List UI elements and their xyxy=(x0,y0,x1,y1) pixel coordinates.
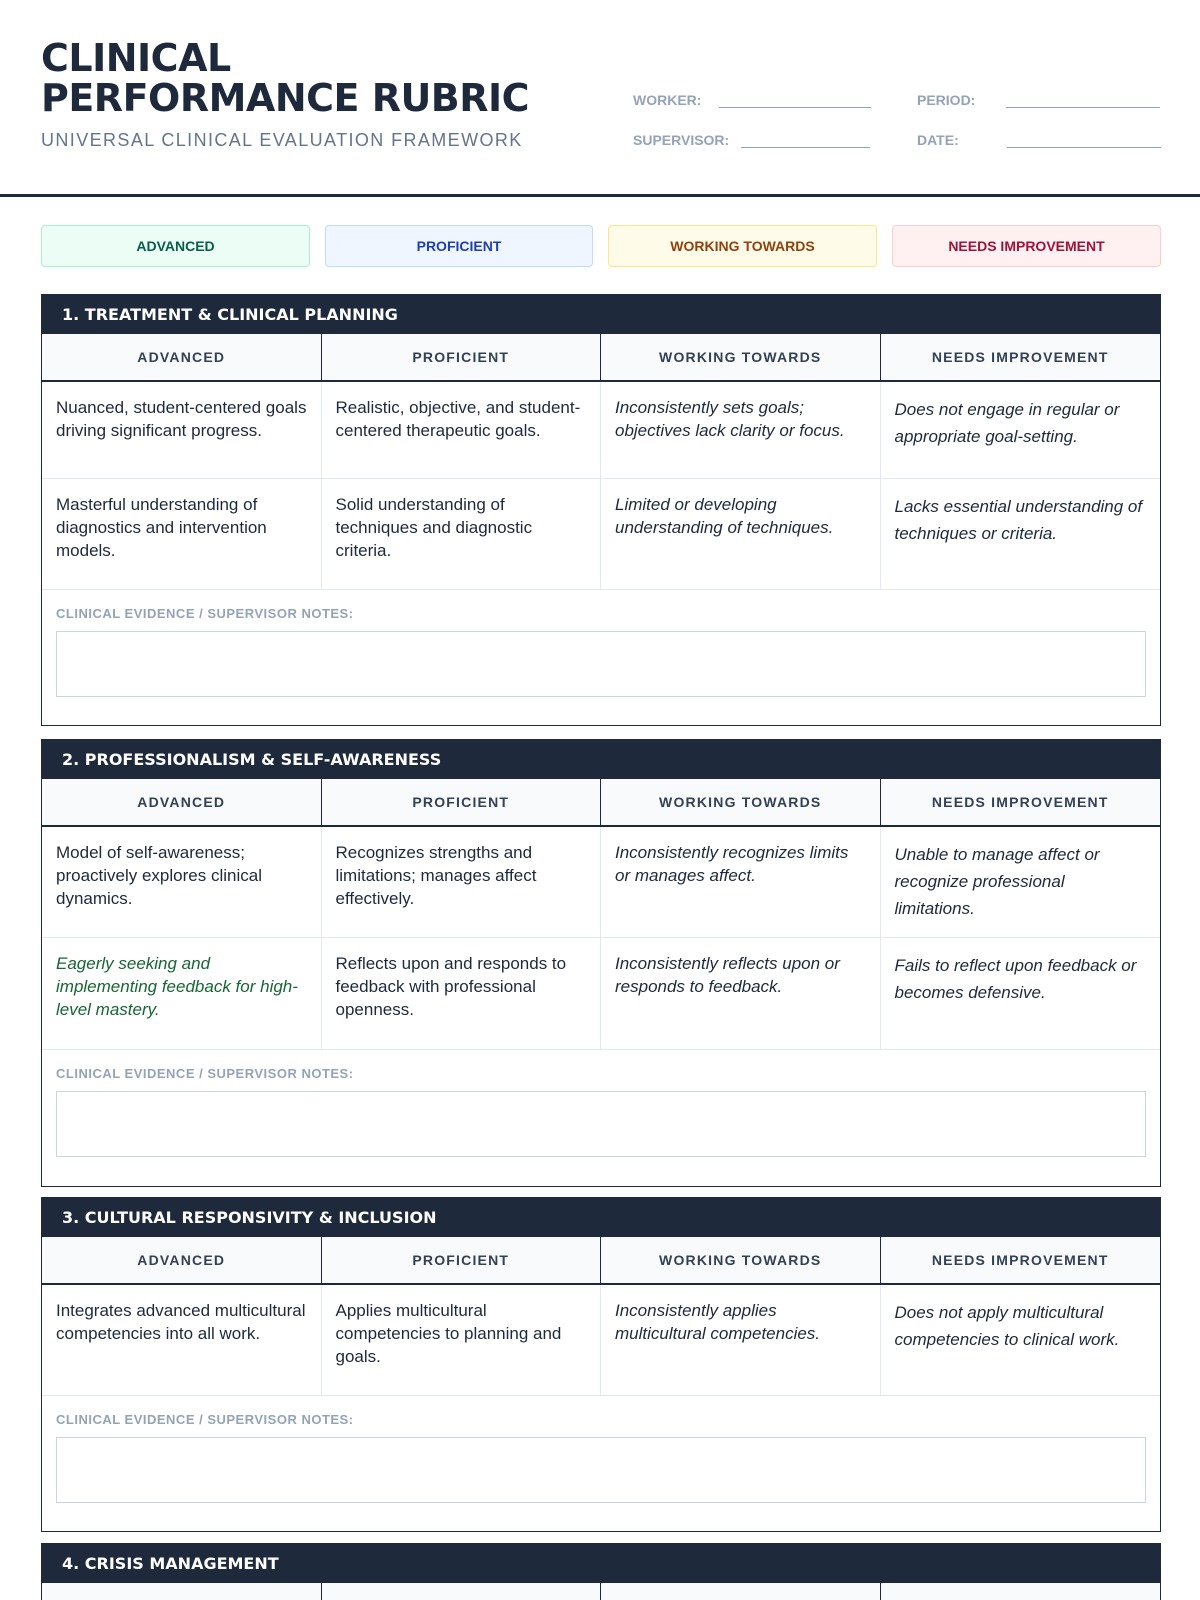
date-input-line[interactable] xyxy=(1007,134,1161,148)
notes-label: CLINICAL EVIDENCE / SUPERVISOR NOTES: xyxy=(56,1066,354,1081)
legend-needs-improvement: NEEDS IMPROVEMENT xyxy=(892,225,1161,267)
notes-input-box[interactable] xyxy=(56,1091,1146,1157)
period-label: PERIOD: xyxy=(917,92,976,108)
worker-input-line[interactable] xyxy=(719,94,871,108)
column-header-needs-improvement xyxy=(881,1583,1161,1600)
rubric-cell-advanced[interactable]: Nuanced, student-centered goals driving significant progress. xyxy=(42,382,322,478)
section-professionalism xyxy=(41,739,1161,1187)
rubric-cell-proficient[interactable]: Solid understanding of techniques and diagnostic criteria. xyxy=(322,479,602,589)
rubric-cell-working-towards[interactable]: Inconsistently sets goals; objectives lack clarity or focus. xyxy=(601,382,881,478)
rubric-cell-working-towards[interactable]: Limited or developing understanding of techniques. xyxy=(601,479,881,589)
rubric-cell-proficient[interactable]: Applies multicultural competencies to planning and goals. xyxy=(322,1285,602,1395)
rubric-cell-working-towards[interactable]: Inconsistently applies multicultural competencies. xyxy=(601,1285,881,1395)
notes-input-box[interactable] xyxy=(56,1437,1146,1503)
worker-field[interactable] xyxy=(633,92,871,108)
column-header-needs-improvement: NEEDS IMPROVEMENT xyxy=(931,793,1109,810)
rubric-cell-needs-improvement[interactable]: Fails to reflect upon feedback or becomes defensive. xyxy=(894,956,1137,1002)
notes-label: CLINICAL EVIDENCE / SUPERVISOR NOTES: xyxy=(56,1412,354,1427)
column-header-advanced: ADVANCED xyxy=(42,334,322,380)
column-header-row xyxy=(42,1237,1160,1285)
rubric-cell-advanced[interactable]: Integrates advanced multicultural competencies into all work. xyxy=(42,1285,322,1395)
column-header-working-towards xyxy=(601,1583,881,1600)
column-header-working-towards: WORKING TOWARDS xyxy=(601,1237,881,1283)
title-line-2: PERFORMANCE RUBRIC xyxy=(41,76,530,120)
rubric-row xyxy=(42,1285,1160,1396)
notes-area xyxy=(42,1412,1160,1531)
column-header-advanced: ADVANCED xyxy=(42,1237,322,1283)
period-field[interactable] xyxy=(917,92,1160,108)
rubric-row xyxy=(42,479,1160,590)
legend-proficient: PROFICIENT xyxy=(325,225,593,267)
legend-working-towards: WORKING TOWARDS xyxy=(608,225,877,267)
column-header-working-towards: WORKING TOWARDS xyxy=(601,334,881,380)
page-header xyxy=(0,0,1200,197)
supervisor-label: SUPERVISOR: xyxy=(633,132,730,148)
title-line-1: CLINICAL xyxy=(41,36,231,80)
rubric-cell-proficient[interactable]: Recognizes strengths and limitations; manages affect effectively. xyxy=(322,827,602,937)
rubric-cell-advanced[interactable]: Model of self-awareness; proactively explores clinical dynamics. xyxy=(42,827,322,937)
column-header-advanced xyxy=(42,1583,322,1600)
column-header-needs-improvement: NEEDS IMPROVEMENT xyxy=(931,1251,1109,1268)
column-header-proficient: PROFICIENT xyxy=(322,779,602,825)
section-crisis-management xyxy=(41,1543,1161,1600)
section-title: 1. TREATMENT & CLINICAL PLANNING xyxy=(42,295,1160,334)
notes-label: CLINICAL EVIDENCE / SUPERVISOR NOTES: xyxy=(56,606,354,621)
rubric-row xyxy=(42,382,1160,479)
column-header-row xyxy=(42,779,1160,827)
page-subtitle: UNIVERSAL CLINICAL EVALUATION FRAMEWORK xyxy=(41,130,523,150)
column-header-row xyxy=(42,334,1160,382)
rubric-row xyxy=(42,827,1160,938)
column-header-needs-improvement: NEEDS IMPROVEMENT xyxy=(931,348,1109,365)
legend-advanced: ADVANCED xyxy=(41,225,310,267)
section-title: 4. CRISIS MANAGEMENT xyxy=(42,1544,1160,1583)
worker-label: WORKER: xyxy=(633,92,702,108)
rubric-cell-advanced[interactable]: Eagerly seeking and implementing feedback for high-level mastery. xyxy=(42,938,322,1049)
supervisor-field[interactable] xyxy=(633,132,870,148)
notes-area xyxy=(42,606,1160,725)
section-cultural-responsivity xyxy=(41,1197,1161,1532)
rubric-cell-needs-improvement[interactable]: Does not apply multicultural competencies to clinical work. xyxy=(894,1303,1120,1349)
page-title xyxy=(41,38,529,118)
period-input-line[interactable] xyxy=(1006,94,1160,108)
rubric-cell-needs-improvement[interactable]: Does not engage in regular or appropriate goal-setting. xyxy=(894,400,1120,446)
rubric-cell-proficient[interactable]: Reflects upon and responds to feedback with professional openness. xyxy=(322,938,602,1049)
rubric-cell-proficient[interactable]: Realistic, objective, and student-centered therapeutic goals. xyxy=(322,382,602,478)
section-title: 2. PROFESSIONALISM & SELF-AWARENESS xyxy=(42,740,1160,779)
rubric-cell-needs-improvement[interactable]: Unable to manage affect or recognize professional limitations. xyxy=(894,845,1100,918)
supervisor-input-line[interactable] xyxy=(741,134,870,148)
column-header-advanced: ADVANCED xyxy=(42,779,322,825)
column-header-working-towards: WORKING TOWARDS xyxy=(601,779,881,825)
notes-input-box[interactable] xyxy=(56,631,1146,697)
column-header-row xyxy=(42,1583,1160,1600)
rubric-cell-needs-improvement[interactable]: Lacks essential understanding of techniques or criteria. xyxy=(894,497,1143,543)
column-header-proficient: PROFICIENT xyxy=(322,334,602,380)
notes-area xyxy=(42,1066,1160,1186)
date-label: DATE: xyxy=(917,132,959,148)
section-treatment-planning xyxy=(41,294,1161,726)
rubric-row xyxy=(42,938,1160,1050)
date-field[interactable] xyxy=(917,132,1161,148)
rubric-cell-working-towards[interactable]: Inconsistently reflects upon or responds to feedback. xyxy=(601,938,881,1049)
section-title: 3. CULTURAL RESPONSIVITY & INCLUSION xyxy=(42,1198,1160,1237)
column-header-proficient xyxy=(322,1583,602,1600)
rubric-cell-advanced[interactable]: Masterful understanding of diagnostics and intervention models. xyxy=(42,479,322,589)
rubric-cell-working-towards[interactable]: Inconsistently recognizes limits or manages affect. xyxy=(601,827,881,937)
column-header-proficient: PROFICIENT xyxy=(322,1237,602,1283)
